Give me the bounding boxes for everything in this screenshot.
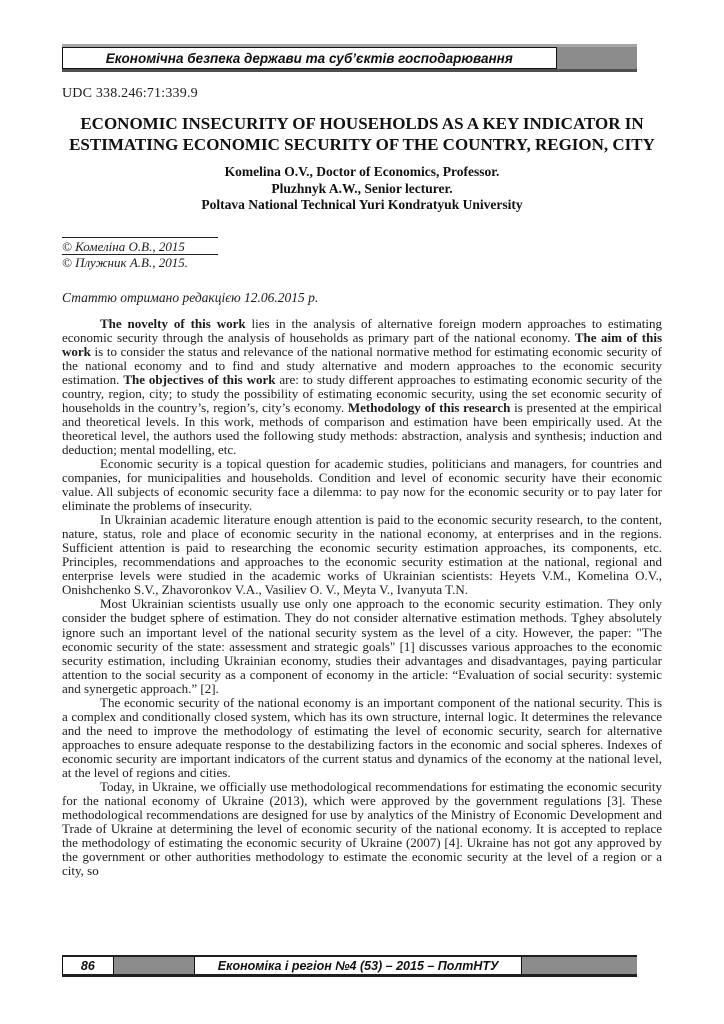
body-paragraphs — [62, 317, 662, 879]
page-number-box — [62, 957, 114, 974]
paragraph-text: The economic security of the national economy is an important component of the national security. This is a complex and conditionally closed system, which has its own structure, internal logic. It determines the relevance and the need to improve the methodology of estimating the level of economic security, search for alternative approaches to ensure adequate response to the destabilizing factors in the economic and social spheres. Indexes of economic security are important indicators of the current status and dynamics of the economy at the national level, at the level of regions and cities. — [62, 694, 662, 780]
bold-phrase: The objectives of this work — [123, 371, 276, 387]
body-paragraph — [62, 696, 662, 780]
body-paragraph — [62, 513, 662, 597]
received-note: Статтю отримано редакцією 12.06.2015 р. — [62, 289, 319, 305]
copyright-block — [62, 237, 218, 271]
paragraph-text: is presented at the empirical and theoretical levels. In this work, methods of comparison and estimation have been empirically used. At the theoretical level, the authors used the following study methods: abstraction, analysis and synthesis; induction and deduction; mental modelling, etc. — [62, 399, 663, 457]
section-title: Економічна безпека держави та суб’єктів господарювання — [105, 50, 513, 66]
paper-title: ECONOMIC INSECURITY OF HOUSEHOLDS AS A KEY INDICATOR IN ESTIMATING ECONOMIC SECURITY OF THE COUNTRY, REGION, CITY — [69, 114, 655, 154]
author-line: Komelina O.V., Doctor of Economics, Professor. — [224, 164, 500, 179]
running-head-band — [62, 44, 637, 72]
udc-code: UDC 338.246:71:339.9 — [62, 86, 198, 101]
page-content — [0, 44, 724, 878]
bold-phrase: Methodology of this research — [347, 399, 511, 415]
journal-title: Економіка і регіон №4 (53) – 2015 – ПолтНТУ — [217, 958, 499, 973]
paragraph-text: Economic security is a topical question for academic studies, politicians and managers, for countries and companies, for municipalities and households. Condition and level of economic security have their economic value. All subjects of economic security face a dilemma: to pay now for the economic security or to pay later for eliminate the problems of insecurity. — [62, 455, 662, 514]
journal-title-box — [194, 957, 522, 974]
bold-phrase: The aim of this work — [62, 329, 663, 359]
bold-phrase: The novelty of this work — [100, 315, 246, 331]
copyright-line: © Комеліна О.В., 2015 — [62, 239, 218, 256]
paragraph-text: Most Ukrainian scientists usually use only one approach to the economic security estimation. They only consider the budget sphere of estimation. They do not consider alternative estimation methods. Tghey absolutely ignore such an important level of the national security system as the level of a city. However, the paper: "The economic security of the state: assessment and strategic goals" [1] discusses various approaches to the economic security estimation, including Ukrainian economy, studies their advantages and disadvantages, paying particular attention to the social security as a component of economy in the article: “Evaluation of social security: systemic and synergetic approach.” [2]. — [62, 596, 662, 696]
paragraph-text: In Ukrainian academic literature enough attention is paid to the economic security research, to the content, nature, status, role and place of economic security in the national economy, at enterprises and in the regions. Sufficient attention is paid to researching the economic security estimation approaches, its components, etc. Principles, recommendations and approaches to the economic security estimation at the national, regional and enterprise levels were studied in the academic works of Ukrainian scientists: Heyets V.M., Komelina O.V., Onishchenko S.V., Zhavoronkov V.A., Vasiliev O. V., Meyta V., Ivanyuta T.N. — [62, 512, 662, 598]
paragraph-text: Today, in Ukraine, we officially use methodological recommendations for estimating the economic security for the national economy of Ukraine (2013), which were approved by the government regulations [3]. These methodological recommendations are designed for use by analytics of the Ministry of Economic Development and Trade of Ukraine at determining the level of economic security of the national economy. It is accepted to replace the methodology of estimating the economic security of Ukraine (2007) [4]. Ukraine has not got any approved by the government or other authorities methodology to estimate the economic security at the level of a region or a city, so — [62, 779, 662, 879]
section-title-box — [62, 47, 557, 69]
footer-gray-fill-right — [522, 957, 637, 974]
paragraph-text: are: to study different approaches to estimating economic security of the country, region, city; to study the possibility of estimating economic security, using the set economic security of households in the country’s, region’s, city’s economy. — [62, 371, 662, 415]
page-number: 86 — [80, 958, 95, 973]
paragraph-text: is to consider the status and relevance of the national normative method for estimating economic security of the national economy and to find and study alternative and modern approaches to the economic security estimation. — [62, 343, 662, 387]
author-line: Pluzhnyk A.W., Senior lecturer. — [271, 180, 453, 196]
authors-block — [62, 164, 662, 214]
body-paragraph — [62, 457, 662, 513]
affiliation-line: Poltava National Technical Yuri Kondratyuk University — [201, 197, 523, 212]
paragraph-text: lies in the analysis of alternative foreign modern approaches to estimating economic security through the analysis of households as primary part of the national economy. — [62, 315, 663, 345]
footer-band — [62, 955, 637, 977]
footer-gray-fill-left — [114, 957, 195, 974]
running-head-gray-fill — [557, 47, 638, 69]
body-paragraph — [62, 780, 662, 878]
copyright-line: © Плужник А.В., 2015. — [62, 255, 188, 270]
body-paragraph — [62, 317, 662, 457]
body-paragraph — [62, 597, 662, 695]
